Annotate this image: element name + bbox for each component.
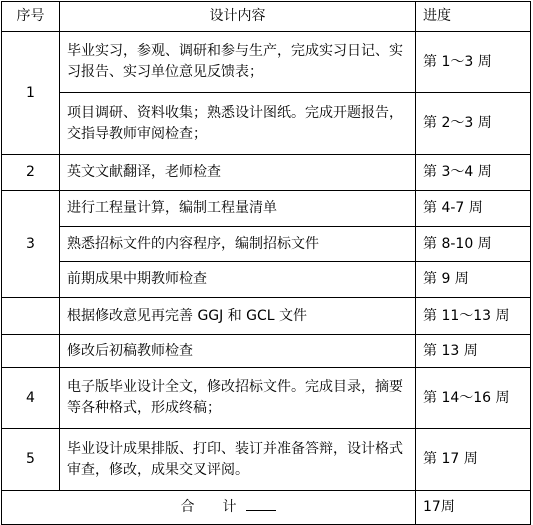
table-row xyxy=(2,191,531,227)
seq-cell: 4 xyxy=(2,368,60,429)
progress-cell: 第 4-7 周 xyxy=(416,191,531,227)
header-content: 设计内容 xyxy=(60,2,416,32)
progress-cell: 第 13 周 xyxy=(416,335,531,368)
progress-cell: 第 1～3 周 xyxy=(416,32,531,93)
seq-cell: 3 xyxy=(2,191,60,298)
header-row xyxy=(2,2,531,32)
seq-cell xyxy=(2,335,60,368)
progress-cell: 第 2～3 周 xyxy=(416,93,531,155)
total-progress: 17周 xyxy=(416,491,531,525)
table-row xyxy=(2,335,531,368)
content-cell: 电子版毕业设计全文，修改招标文件。完成目录，摘要等各种格式，形成终稿； xyxy=(60,368,416,429)
table-row xyxy=(2,368,531,429)
total-label: 合 计 xyxy=(2,491,416,525)
content-cell: 熟悉招标文件的内容程序，编制招标文件 xyxy=(60,227,416,262)
progress-cell: 第 8-10 周 xyxy=(416,227,531,262)
header-progress: 进度 xyxy=(416,2,531,32)
progress-cell: 第 17 周 xyxy=(416,429,531,491)
table-row xyxy=(2,32,531,93)
seq-cell: 1 xyxy=(2,32,60,155)
table-row xyxy=(2,227,531,262)
content-cell: 根据修改意见再完善 GGJ 和 GCL 文件 xyxy=(60,298,416,335)
content-cell: 修改后初稿教师检查 xyxy=(60,335,416,368)
content-cell: 毕业实习，参观、调研和参与生产，完成实习日记、实习报告、实习单位意见反馈表； xyxy=(60,32,416,93)
progress-cell: 第 3～4 周 xyxy=(416,155,531,191)
content-cell: 英文文献翻译，老师检查 xyxy=(60,155,416,191)
progress-cell: 第 9 周 xyxy=(416,262,531,298)
page-cut-mark xyxy=(246,510,276,511)
total-row xyxy=(2,491,531,525)
design-schedule-table xyxy=(1,1,531,525)
seq-cell: 2 xyxy=(2,155,60,191)
seq-cell xyxy=(2,298,60,335)
seq-cell: 5 xyxy=(2,429,60,491)
table-row xyxy=(2,155,531,191)
progress-cell: 第 14～16 周 xyxy=(416,368,531,429)
table-row xyxy=(2,93,531,155)
header-seq: 序号 xyxy=(2,2,60,32)
content-cell: 毕业设计成果排版、打印、装订并准备答辩，设计格式审查，修改，成果交叉评阅。 xyxy=(60,429,416,491)
content-cell: 进行工程量计算，编制工程量清单 xyxy=(60,191,416,227)
table-row xyxy=(2,429,531,491)
content-cell: 项目调研、资料收集；熟悉设计图纸。完成开题报告，交指导教师审阅检查； xyxy=(60,93,416,155)
content-cell: 前期成果中期教师检查 xyxy=(60,262,416,298)
progress-cell: 第 11～13 周 xyxy=(416,298,531,335)
table-row xyxy=(2,262,531,298)
table-row xyxy=(2,298,531,335)
